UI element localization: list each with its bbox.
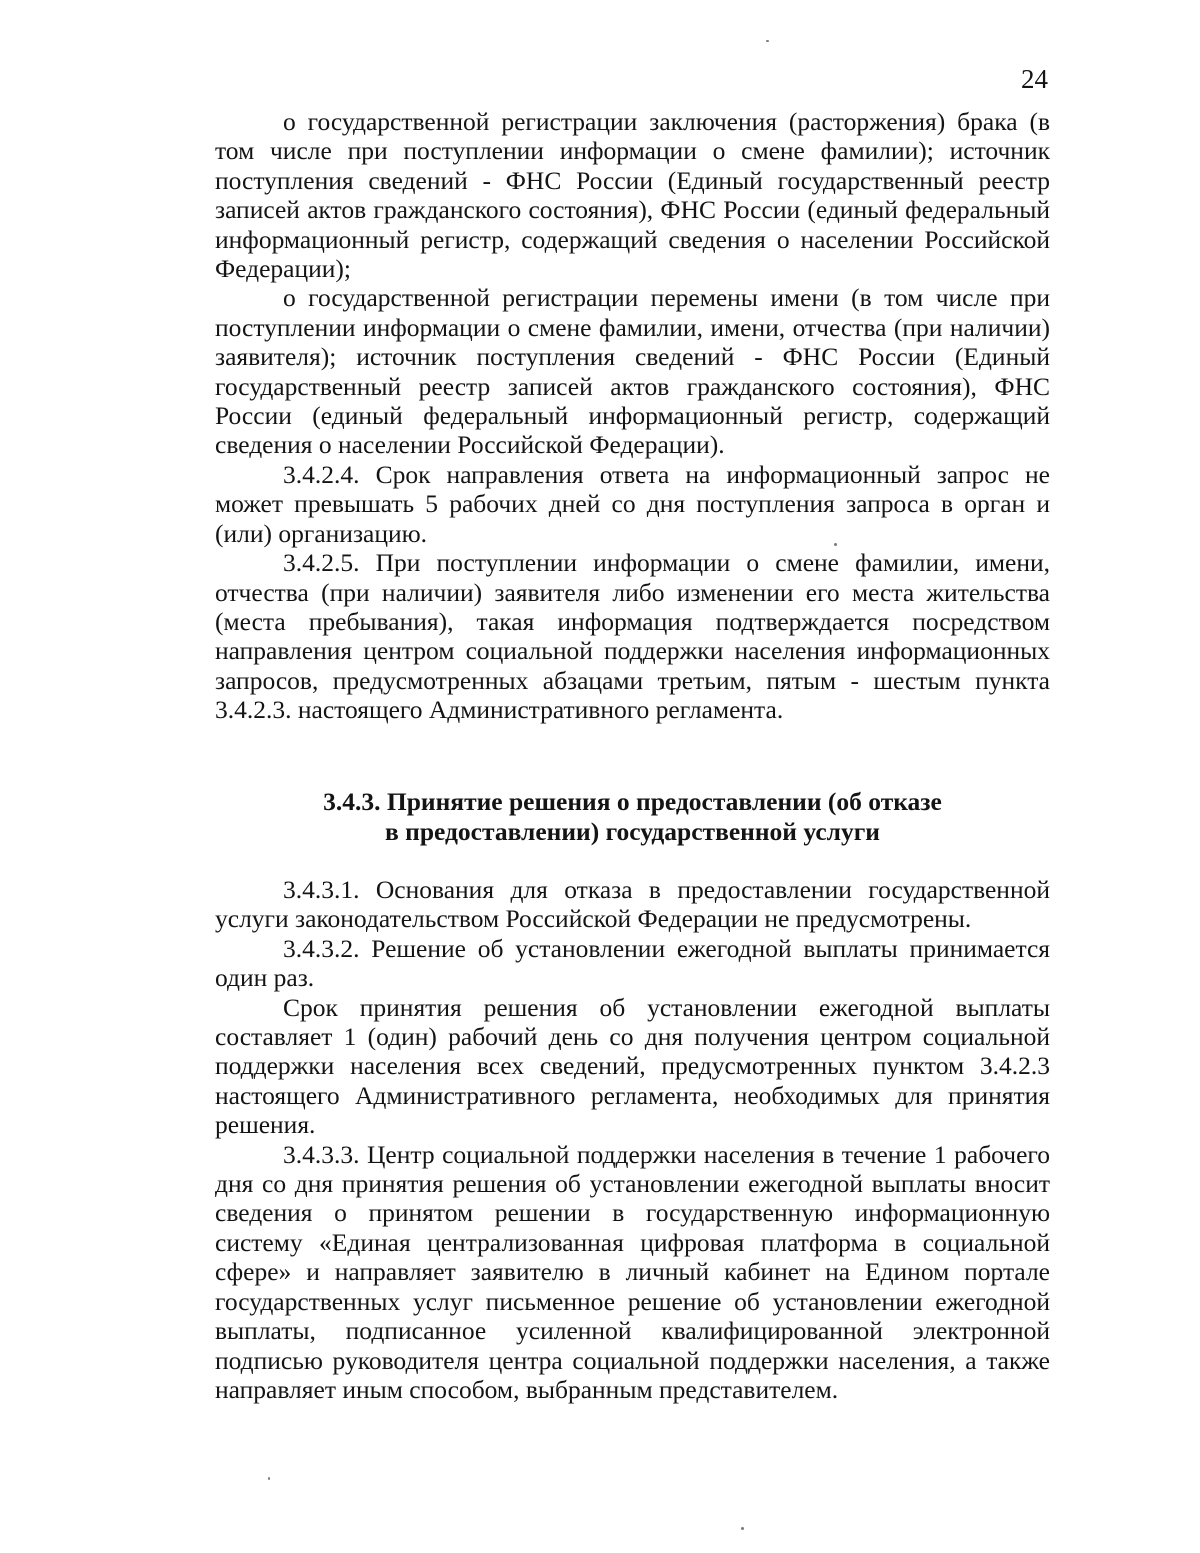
- paragraph-3-4-2-5: 3.4.2.5. При поступлении информации о смене фамилии, имени, отчества (при наличии) заявителя либо изменении его места жительства (места пребывания), такая информация подтверждается посредством направления центром социальной поддержки населения информационных запросов, предусмотренных абзацами третьим, пятым - шестым пункта 3.4.2.3. настоящего Административного регламента.: [215, 548, 1050, 725]
- paragraph-3-4-3-3: 3.4.3.3. Центр социальной поддержки населения в течение 1 рабочего дня со дня принятия решения об установлении ежегодной выплаты вносит сведения о принятом решении в государственную информационную систему «Единая централизованная цифровая платформа в социальной сфере» и направляет заявителю в личный кабинет на Едином портале государственных услуг письменное решение об установлении ежегодной выплаты, подписанное усиленной квалифицированной электронной подписью руководителя центра социальной поддержки населения, а также направляет иным способом, выбранным представителем.: [215, 1139, 1050, 1404]
- paragraph-decision-term: Срок принятия решения об установлении ежегодной выплаты составляет 1 (один) рабочий день со дня получения центром социальной поддержки населения всех сведений, предусмотренных пунктом 3.4.2.3 настоящего Административного регламента, необходимых для принятия решения.: [215, 992, 1050, 1140]
- section-heading: [215, 787, 1050, 847]
- body-text-bottom: [215, 875, 1050, 1404]
- scan-speck: [766, 40, 769, 42]
- body-text-top: [215, 107, 1050, 725]
- paragraph-3-4-3-2: 3.4.3.2. Решение об установлении ежегодной выплаты принимается один раз.: [215, 933, 1050, 993]
- page-number: 24: [1021, 64, 1048, 94]
- scan-speck: [834, 543, 837, 546]
- section-heading-line-1: 3.4.3. Принятие решения о предоставлении (об отказе: [323, 787, 942, 816]
- paragraph-name-change-registration: о государственной регистрации перемены имени (в том числе при поступлении информации о смене фамилии, имени, отчества (при наличии) заявителя); источник поступления сведений - ФНС России (Единый государственный реестр записей актов гражданского состояния), ФНС России (единый федеральный информационный регистр, содержащий сведения о населении Российской Федерации).: [215, 283, 1050, 460]
- paragraph-3-4-3-1: 3.4.3.1. Основания для отказа в предоставлении государственной услуги законодательством Российской Федерации не предусмотрены.: [215, 875, 1050, 934]
- scan-speck: [268, 1477, 270, 1480]
- section-heading-line-2: в предоставлении) государственной услуги: [385, 817, 880, 846]
- paragraph-3-4-2-4: 3.4.2.4. Срок направления ответа на информационный запрос не может превышать 5 рабочих дней со дня поступления запроса в орган и (или) организацию.: [215, 459, 1050, 548]
- scan-speck: [741, 1527, 744, 1530]
- paragraph-marriage-registration: о государственной регистрации заключения (расторжения) брака (в том числе при поступлении информации о смене фамилии); источник поступления сведений - ФНС России (Единый государственный реестр записей актов гражданского состояния), ФНС России (единый федеральный информационный регистр, содержащий сведения о населении Российской Федерации);: [215, 107, 1050, 284]
